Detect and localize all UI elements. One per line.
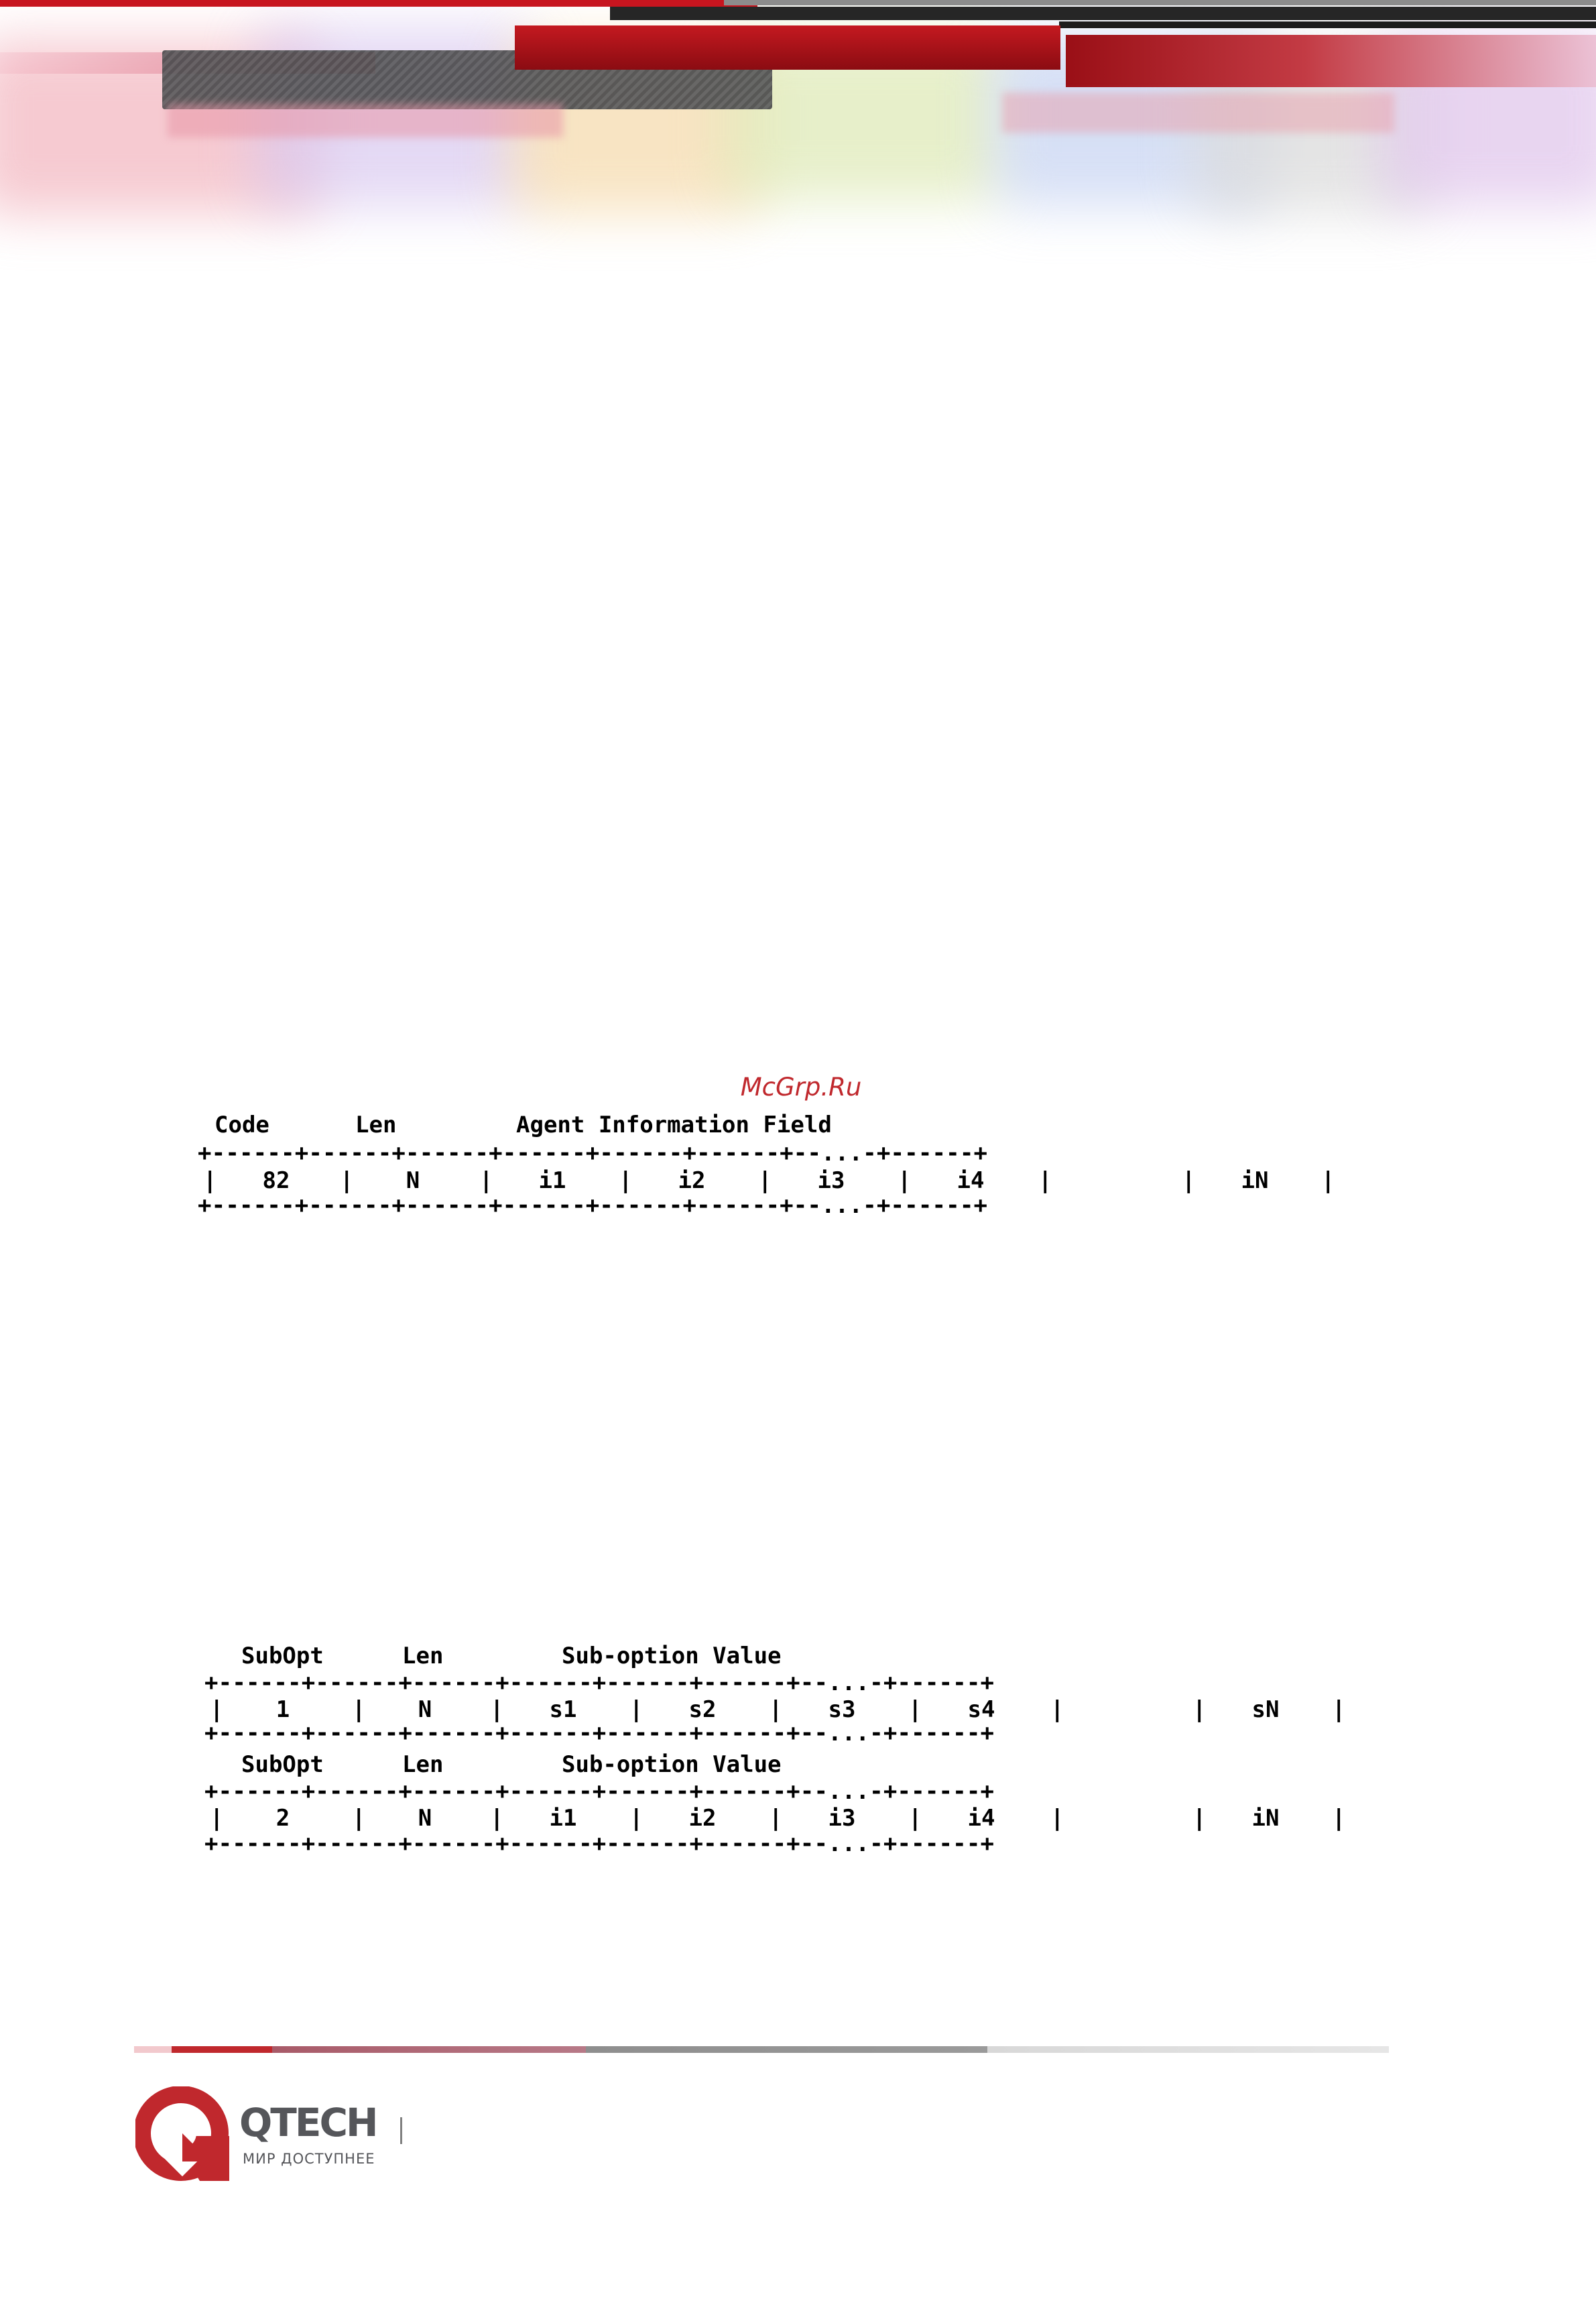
watermark-text: McGrp.Ru	[740, 1073, 862, 1102]
footer-divider	[134, 2046, 1389, 2053]
subopt-header: SubOpt	[241, 1643, 324, 1669]
value-gap	[1061, 1801, 1188, 1835]
agent-option-diagram	[198, 1112, 1337, 1226]
value-s1: s1	[549, 1696, 577, 1723]
qtech-q-icon	[135, 2086, 231, 2181]
subopt-value: 2	[275, 1805, 290, 1832]
qtech-logo	[134, 2086, 429, 2181]
len-value: N	[418, 1805, 432, 1832]
field-gap	[1049, 1164, 1176, 1197]
field-iN: iN	[1241, 1167, 1269, 1194]
value-i1: i1	[549, 1805, 577, 1832]
top-border: +------+------+------+------+------+------+--...-+------+	[204, 1669, 995, 1696]
top-border: +------+------+------+------+------+------+--...-+------+	[204, 1778, 995, 1805]
bottom-border: +------+------+------+------+------+------+--...-+------+	[204, 1720, 995, 1746]
qtech-wordmark: QTECH	[239, 2100, 377, 2145]
field-i2: i2	[678, 1167, 706, 1194]
value-i2: i2	[688, 1805, 717, 1832]
len-value: N	[406, 1167, 420, 1194]
value-gap	[1061, 1693, 1188, 1726]
diagram-row: | 1 | N | s1 | s2 | s3 | s4 | | sN |	[204, 1693, 1344, 1726]
len-value: N	[418, 1696, 432, 1723]
agent-field-header: Agent Information Field	[516, 1112, 832, 1138]
subopt-value: 1	[275, 1696, 290, 1723]
value-sN: sN	[1251, 1696, 1280, 1723]
value-s4: s4	[967, 1696, 995, 1723]
subopt-header: SubOpt	[241, 1751, 324, 1778]
code-value: 82	[262, 1167, 290, 1194]
suboption-1-diagram	[204, 1643, 1344, 1753]
subopt-value-header: Sub-option Value	[562, 1643, 782, 1669]
diagram-row: | 2 | N | i1 | i2 | i3 | i4 | | iN |	[204, 1801, 1344, 1835]
bottom-border: +------+------+------+------+------+------+--...-+------+	[198, 1192, 988, 1219]
len-header: Len	[355, 1112, 397, 1138]
qtech-tagline: МИР ДОСТУПНЕЕ	[243, 2151, 375, 2167]
suboption-2-diagram	[204, 1751, 1344, 1865]
field-i4: i4	[957, 1167, 985, 1194]
top-border: +------+------+------+------+------+------+--...-+------+	[198, 1140, 988, 1167]
diagram-row: | 82 | N | i1 | i2 | i3 | i4 | | iN |	[198, 1164, 1337, 1197]
subopt-value-header: Sub-option Value	[562, 1751, 782, 1778]
field-i3: i3	[817, 1167, 845, 1194]
footer-separator	[400, 2117, 402, 2144]
value-iN: iN	[1251, 1805, 1280, 1832]
value-i3: i3	[828, 1805, 856, 1832]
code-header: Code	[214, 1112, 269, 1138]
value-i4: i4	[967, 1805, 995, 1832]
value-s2: s2	[688, 1696, 717, 1723]
bottom-border: +------+------+------+------+------+------+--...-+------+	[204, 1830, 995, 1857]
len-header: Len	[402, 1643, 444, 1669]
field-i1: i1	[538, 1167, 566, 1194]
value-s3: s3	[828, 1696, 856, 1723]
header-decoration	[0, 0, 1596, 282]
len-header: Len	[402, 1751, 444, 1778]
